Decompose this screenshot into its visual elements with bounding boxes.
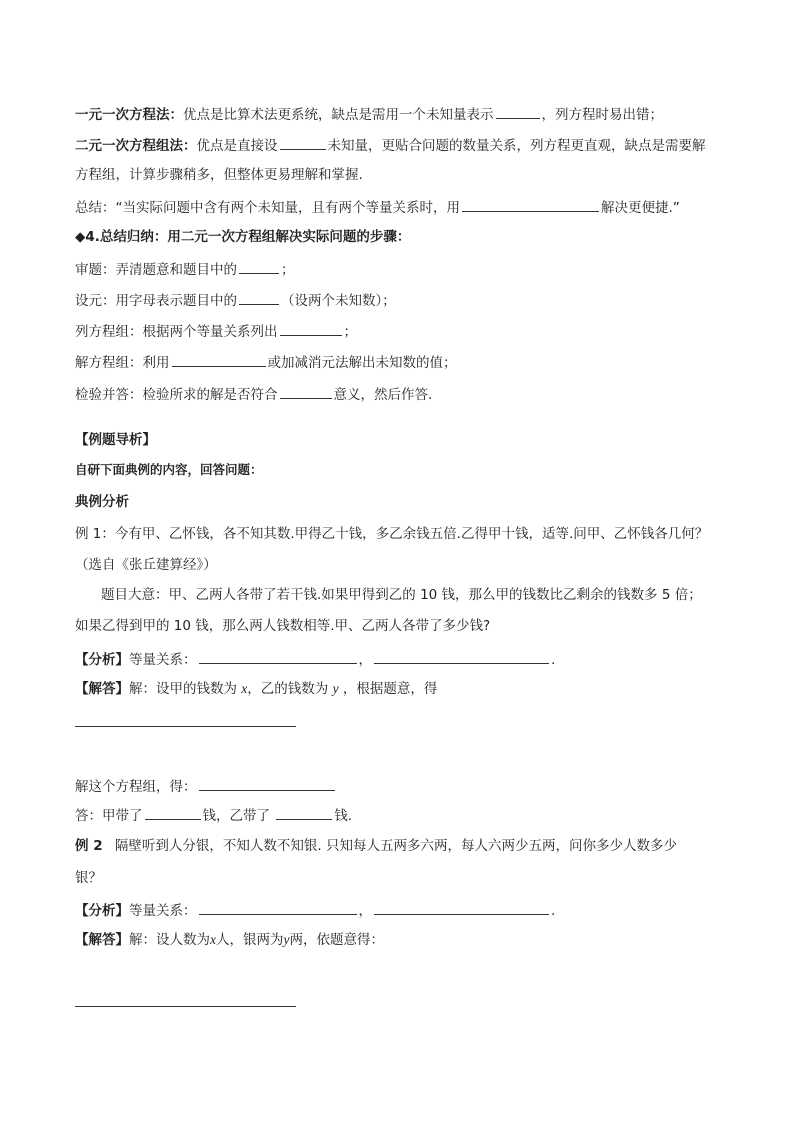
answer-text-c: 两，依题意得： xyxy=(289,932,384,948)
final-text-a: 答：甲带了 xyxy=(75,808,143,824)
step-solve-end: 或加减消元法解出未知数的值； xyxy=(267,355,457,371)
example-two-answer xyxy=(75,930,384,950)
variable-y: y xyxy=(332,681,339,696)
step-equations xyxy=(75,320,357,342)
steps-heading-text: ◆4.总结归纳：用二元一次方程组解决实际问题的步骤： xyxy=(75,229,411,245)
blank-unknown-expression[interactable] xyxy=(496,103,540,119)
example-one-question xyxy=(75,524,708,544)
section-subtitle xyxy=(75,492,129,512)
example-two-analysis xyxy=(75,899,555,921)
method-one-text-end: ，列方程时易出错； xyxy=(541,107,663,123)
step-read-text: 审题：弄清题意和题目中的 xyxy=(75,262,237,278)
example-one-meaning-cont-text: 如果乙得到甲的 10 钱，那么两人钱数相等.甲、乙两人各带了多少钱? xyxy=(75,618,491,634)
step-check xyxy=(75,383,432,405)
step-check-end: 意义，然后作答. xyxy=(333,387,433,403)
method-two-label: 二元一次方程组法： xyxy=(75,138,197,154)
answer-text-b: 人，银两为 xyxy=(216,932,284,948)
example-one-answer xyxy=(75,679,437,699)
example-two-question-cont xyxy=(75,868,102,888)
section-intro-text: 自研下面典例的内容，回答问题： xyxy=(75,462,263,477)
answer-text-c: ，根据题意，得 xyxy=(342,681,438,697)
variable-x: x xyxy=(210,932,216,947)
step-equations-text: 列方程组：根据两个等量关系列出 xyxy=(75,324,278,340)
step-solve-text: 解方程组：利用 xyxy=(75,355,170,371)
step-solve xyxy=(75,351,457,373)
step-check-text: 检验并答：检验所求的解是否符合 xyxy=(75,387,278,403)
example-two-text: 隔壁听到人分银，不知人数不知银. 只知每人五两多六两，每人六两少五两，问你多少人数多少 xyxy=(114,838,677,854)
blank-relation-one[interactable] xyxy=(199,899,357,915)
equation-system-blank[interactable] xyxy=(75,726,296,727)
blank-summary-method[interactable] xyxy=(462,196,599,212)
solve-text: 解这个方程组，得： xyxy=(75,779,197,795)
example-one-analysis xyxy=(75,648,555,670)
answer-label: 【解答】 xyxy=(75,681,129,697)
section-intro xyxy=(75,460,263,480)
example-one-meaning xyxy=(101,585,702,605)
example-two-text-cont: 银？ xyxy=(75,870,102,886)
final-text-c: 钱. xyxy=(334,808,353,824)
blank-jia-amount[interactable] xyxy=(145,804,201,820)
blank-step-check[interactable] xyxy=(280,383,332,399)
example-one-final xyxy=(75,804,352,826)
method-two-text: 优点是直接设 xyxy=(196,138,278,154)
method-one-text: 优点是比算术法更系统，缺点是需用一个未知量表示 xyxy=(183,107,494,123)
method-one-label: 一元一次方程法： xyxy=(75,107,183,123)
blank-step-define[interactable] xyxy=(239,289,279,305)
summary-line xyxy=(75,196,680,218)
section-title-text: 【例题导析】 xyxy=(75,432,156,448)
equation-system-blank-two[interactable] xyxy=(75,1006,296,1007)
blank-step-read[interactable] xyxy=(239,258,279,274)
example-two-label: 例 2 xyxy=(75,838,103,854)
section-title xyxy=(75,430,156,450)
analysis-text: 等量关系： xyxy=(129,903,197,919)
method-two-line xyxy=(75,134,706,156)
answer-text-b: ，乙的钱数为 xyxy=(247,681,329,697)
example-one-text: 例 1：今有甲、乙怀钱，各不知其数.甲得乙十钱，多乙余钱五倍.乙得甲十钱，适等.问甲、乙怀钱各几何？ xyxy=(75,526,709,542)
example-one-solve xyxy=(75,775,337,797)
comma: ， xyxy=(358,652,372,668)
step-read xyxy=(75,258,295,280)
analysis-text: 等量关系： xyxy=(129,652,197,668)
blank-step-equations[interactable] xyxy=(280,320,342,336)
blank-unknown-count[interactable] xyxy=(280,134,326,150)
period: . xyxy=(551,903,556,919)
summary-text-end: 解决更便捷.” xyxy=(601,200,680,216)
method-two-continued xyxy=(75,165,363,185)
steps-heading xyxy=(75,227,410,247)
blank-relation-two[interactable] xyxy=(374,648,549,664)
blank-step-solve[interactable] xyxy=(172,351,266,367)
section-subtitle-text: 典例分析 xyxy=(75,494,129,510)
blank-yi-amount[interactable] xyxy=(276,804,332,820)
variable-y: y xyxy=(283,932,290,947)
analysis-label: 【分析】 xyxy=(75,903,129,919)
final-text-b: 钱，乙带了 xyxy=(202,808,270,824)
example-one-meaning-text: 题目大意：甲、乙两人各带了若干钱.如果甲得到乙的 10 钱，那么甲的钱数比乙剩余的钱数多 5 倍； xyxy=(101,587,702,603)
step-equations-end: ； xyxy=(343,324,357,340)
blank-relation-one[interactable] xyxy=(199,648,357,664)
example-one-meaning-cont xyxy=(75,616,490,636)
example-one-source-text: （选自《张丘建算经》） xyxy=(75,557,217,573)
example-one-source xyxy=(75,555,217,575)
answer-text-a: 解：设甲的钱数为 xyxy=(129,681,237,697)
blank-solution[interactable] xyxy=(199,775,335,791)
summary-text: 总结：“当实际问题中含有两个未知量，且有两个等量关系时，用 xyxy=(75,200,460,216)
variable-x: x xyxy=(241,681,248,696)
step-define-end: （设两个未知数）； xyxy=(281,293,396,309)
method-one-line xyxy=(75,103,663,125)
comma: ， xyxy=(358,903,372,919)
step-define-text: 设元：用字母表示题目中的 xyxy=(75,293,237,309)
method-two-continued-text: 方程组，计算步骤稍多，但整体更易理解和掌握. xyxy=(75,167,363,183)
method-two-text-end: 未知量，更贴合问题的数量关系，列方程更直观，缺点是需要解 xyxy=(327,138,706,154)
step-read-end: ； xyxy=(281,262,295,278)
answer-text-a: 解：设人数为 xyxy=(129,932,210,948)
period: . xyxy=(551,652,556,668)
example-two-question xyxy=(75,836,677,856)
analysis-label: 【分析】 xyxy=(75,652,129,668)
step-define xyxy=(75,289,396,311)
answer-label: 【解答】 xyxy=(75,932,129,948)
blank-relation-two[interactable] xyxy=(374,899,549,915)
